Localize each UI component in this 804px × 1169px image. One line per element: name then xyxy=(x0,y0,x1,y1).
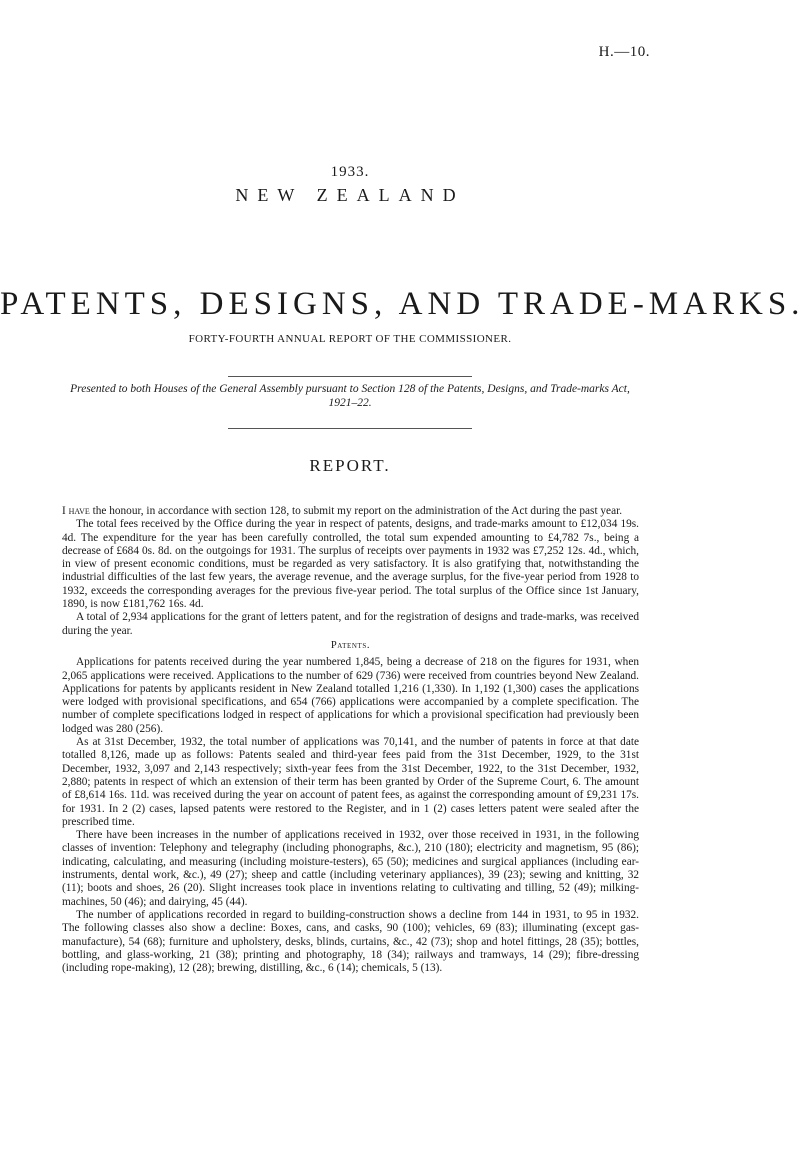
paragraph-intro-text: the honour, in accordance with section 128, to submit my report on the administration of the Act during the past year. xyxy=(89,505,623,517)
document-title: PATENTS, DESIGNS, AND TRADE-MARKS. xyxy=(0,286,804,322)
presentation-note: Presented to both Houses of the General Assembly pursuant to Section 128 of the Patents, Designs, and Trade-marks Act, 1921–22. xyxy=(70,383,630,409)
paragraph-increases: There have been increases in the number of applications received in 1932, over those received in 1931, in the following classes of invention: Telephony and telegraphy (including phonographs, &c.), 210 (180); electricity and magnetism, 95 (86); indicating, calculating, and measuring (including moisture-testers), 65 (50); medicines and surgical appliances (including ear-instruments, dental work, &c.), 49 (27); sheep and cattle (including veterinary appliances), 39 (23); sewing and knitting, 32 (11); boots and shoes, 26 (20). Slight increases took place in inventions relating to cultivating and tilling, 52 (49); milking-machines, 50 (46); and dairying, 45 (44). xyxy=(62,829,639,908)
paragraph-patent-applications: Applications for patents received during the year numbered 1,845, being a decrease of 218 on the figures for 1931, when 2,065 applications were received. Applications to the number of 629 (736) were received from countries beyond New Zealand. Applications for patents by applicants resident in New Zealand totalled 1,216 (1,330). In 1,192 (1,300) cases the applications were lodged with provisional specifications, and 654 (766) applications were accompanied by a complete specification. The number of complete specifications lodged in respect of applications for which a provisional specification had previously been lodged was 280 (256). xyxy=(62,656,639,735)
country-name: NEW ZEALAND xyxy=(235,185,465,205)
paragraph-applications-total: A total of 2,934 applications for the grant of letters patent, and for the registration of designs and trade-marks, was received during the year. xyxy=(62,611,639,637)
section-heading-patents: Patents. xyxy=(330,639,371,651)
paragraph-declines: The number of applications recorded in regard to building-construction shows a decline from 144 in 1931, to 95 in 1932. The following classes also show a decline: Boxes, cans, and casks, 90 (100); vehicles, 69 (83); illuminating (except gas-manufacture), 54 (68); furniture and upholstery, desks, blinds, curtains, &c., 42 (73); shop and hotel fittings, 28 (35); bottles, bottling, and glass-working, 21 (38); printing and photography, 18 (34); railways and tramways, 14 (29); fibre-dressing (including rope-making), 12 (28); brewing, distilling, &c., 6 (14); chemicals, 5 (13). xyxy=(62,908,639,975)
report-year: 1933. xyxy=(330,164,370,180)
paragraph-patents-in-force: As at 31st December, 1932, the total number of applications was 70,141, and the number of patents in force at that date totalled 8,126, made up as follows: Patents sealed and third-year fees paid from the 31st December, 1929, to the 31st December, 1932, 3,097 and 2,143 respectively; sixth-year fees from the 31st December, 1922, to the 31st December, 1932, 2,880; patents in respect of which an extension of their term has been granted by Order of the Supreme Court, 6. The amount of £8,614 16s. 11d. was received during the year on account of patent fees, as against the corresponding amount of £9,231 17s. for 1931. In 2 (2) cases, lapsed patents were restored to the Register, and in 1 (2) cases letters patent were sealed after the prescribed time. xyxy=(62,736,639,828)
report-body xyxy=(62,505,639,975)
opening-word: I have xyxy=(62,505,90,517)
divider-bottom xyxy=(228,428,472,429)
document-subtitle: FORTY-FOURTH ANNUAL REPORT OF THE COMMISSIONER. xyxy=(188,333,512,345)
divider-top xyxy=(228,376,472,377)
document-reference: H.—10. xyxy=(598,44,650,60)
report-heading: REPORT. xyxy=(309,456,391,475)
paragraph-fees: The total fees received by the Office during the year in respect of patents, designs, and trade-marks amount to £12,034 19s. 4d. The expenditure for the year has been carefully controlled, the total sum expended amounting to £4,782 7s., being a decrease of £684 0s. 8d. on the outgoings for 1931. The surplus of receipts over payments in 1932 was £7,252 12s. 4d., which, in view of present economic conditions, must be regarded as very satisfactory. It is also gratifying that, notwithstanding the industrial difficulties of the last few years, the average revenue, and the average surplus, for the five-year period from 1928 to 1932, exceeds the corresponding averages for the previous five-year period. The total surplus of the Office since 1st January, 1890, is now £181,762 16s. 4d. xyxy=(62,518,639,611)
paragraph-intro xyxy=(62,505,639,518)
